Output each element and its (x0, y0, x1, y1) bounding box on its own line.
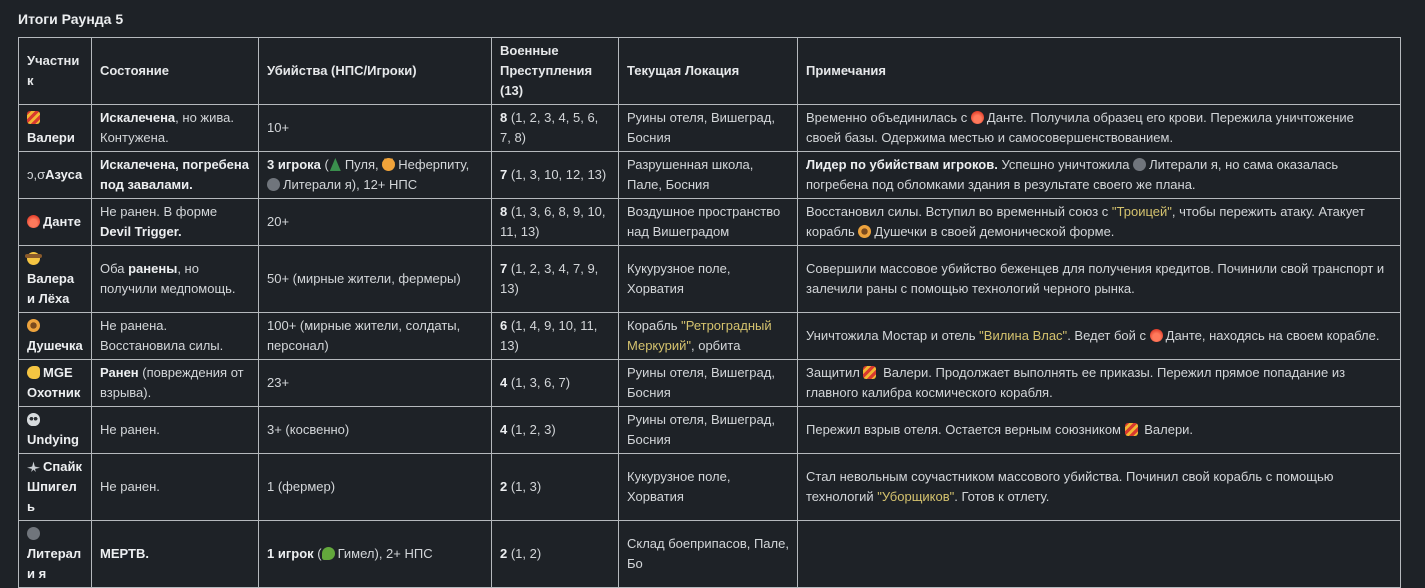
text-segment: Неферпиту, (398, 157, 470, 172)
text-segment: Искалечена, погребена под завалами. (100, 157, 249, 192)
header-row (19, 38, 1401, 105)
results-tbody (19, 105, 1401, 588)
text-segment: Валери (27, 130, 75, 145)
text-segment: Совершили массовое убийство беженцев для получения кредитов. Починили свой транспорт и залечили раны с помощью технологий черного рынка. (806, 261, 1385, 296)
cell-crimes (492, 521, 619, 588)
cell-kills (259, 152, 492, 199)
table-row (19, 199, 1401, 246)
text-segment: Разрушенная школа, Пале, Босния (627, 157, 754, 192)
text-segment: Душечки в своей демонической форме. (874, 224, 1115, 239)
text-segment: ɔ,σ (27, 167, 46, 182)
table-row (19, 105, 1401, 152)
mooncake-icon (27, 319, 40, 332)
cell-state (92, 407, 259, 454)
cell-kills (259, 199, 492, 246)
text-segment: (1, 3) (507, 479, 542, 494)
text-segment: 7 (500, 261, 508, 276)
text-segment: Данте, находясь на своем корабле. (1165, 328, 1380, 343)
cell-notes (798, 360, 1401, 407)
grey-circle-icon (27, 527, 40, 540)
cell-location (619, 407, 798, 454)
header-war-crimes: Военные Преступления (13) (492, 38, 619, 105)
text-segment: Оба (100, 261, 129, 276)
cat-icon (382, 158, 395, 171)
text-segment: 50+ (мирные жители, фермеры) (267, 271, 461, 286)
dna-icon (1125, 423, 1138, 436)
text-segment: (1, 3, 6, 8, 9, 10, 11, 13) (500, 204, 606, 239)
text-segment: Искалечена (100, 110, 176, 125)
cell-crimes (492, 105, 619, 152)
cell-location (619, 199, 798, 246)
text-segment: Гимел), 2+ НПС (337, 546, 433, 561)
text-segment: Стал невольным соучастником массового убийства. Починил свой корабль с помощью технологий (806, 469, 1334, 504)
cell-kills (259, 313, 492, 360)
cell-location (619, 246, 798, 313)
text-segment: Лидер по убийствам игроков. (806, 157, 998, 172)
cell-state (92, 246, 259, 313)
text-segment: Не ранен. В форме (100, 204, 218, 219)
cell-notes (798, 105, 1401, 152)
cell-participant (19, 360, 92, 407)
text-segment: Уничтожила Мостар и отель (806, 328, 980, 343)
cell-state (92, 360, 259, 407)
cell-participant (19, 454, 92, 521)
cell-state (92, 521, 259, 588)
cell-notes (798, 454, 1401, 521)
text-segment: (1, 2, 3, 4, 7, 9, 13) (500, 261, 599, 296)
text-segment: Данте (43, 214, 81, 229)
cell-state (92, 313, 259, 360)
text-segment: Пуля, (344, 157, 383, 172)
text-segment: . Ведет бой с (1067, 328, 1150, 343)
text-segment: МЕРТВ. (100, 546, 149, 561)
text-segment: (1, 2) (507, 546, 542, 561)
cell-kills (259, 360, 492, 407)
text-segment: Воздушное пространство над Вишеградом (627, 204, 781, 239)
cell-participant (19, 199, 92, 246)
table-row (19, 313, 1401, 360)
cell-crimes (492, 246, 619, 313)
cell-state (92, 152, 259, 199)
table-row (19, 246, 1401, 313)
text-segment: Литерали я), 12+ НПС (283, 177, 418, 192)
text-segment: , чтобы пережить атаку. Атакует корабль (806, 204, 1365, 239)
text-segment: 4 (500, 422, 508, 437)
text-segment: , но получили медпомощь. (100, 261, 236, 296)
cowboy-icon (27, 252, 40, 265)
text-segment: Не ранена. Восстановила силы. (100, 318, 224, 353)
cell-participant (19, 407, 92, 454)
cell-kills (259, 521, 492, 588)
text-segment: 2 (500, 546, 508, 561)
cell-kills (259, 454, 492, 521)
text-segment: Кукурузное поле, Хорватия (627, 261, 731, 296)
mooncake-icon (858, 225, 871, 238)
text-segment: Не ранен. (100, 479, 160, 494)
text-segment: (1, 3, 6, 7) (507, 375, 571, 390)
cell-location (619, 105, 798, 152)
cell-location (619, 313, 798, 360)
cell-notes (798, 152, 1401, 199)
text-segment: Корабль (627, 318, 682, 333)
text-segment: "Уборщиков" (877, 489, 955, 504)
text-segment: 3+ (косвенно) (267, 422, 350, 437)
cell-location (619, 521, 798, 588)
text-segment: 8 (500, 110, 508, 125)
text-segment: Руины отеля, Вишеград, Босния (627, 365, 775, 400)
cell-state (92, 199, 259, 246)
text-segment: 1 игрок (267, 546, 314, 561)
text-segment: Временно объединилась с (806, 110, 971, 125)
dna-icon (863, 366, 876, 379)
text-segment: "Ретроградный Меркурий" (627, 318, 772, 353)
cell-crimes (492, 199, 619, 246)
text-segment: Не ранен. (100, 422, 160, 437)
cell-state (92, 454, 259, 521)
text-segment: (1, 4, 9, 10, 11, 13) (500, 318, 598, 353)
text-segment: Валера и Лёха (27, 271, 75, 306)
cell-participant (19, 152, 92, 199)
text-segment: Литерали я (27, 546, 82, 581)
devil-icon (971, 111, 984, 124)
table-row (19, 360, 1401, 407)
text-segment: Литерали я, но сама оказалась погребена под обломками здания в результате своего же плана. (806, 157, 1339, 192)
table-row (19, 152, 1401, 199)
plane-icon (27, 460, 40, 473)
text-segment: (1, 2, 3, 4, 5, 6, 7, 8) (500, 110, 599, 145)
text-segment: Азуса (45, 167, 83, 182)
text-segment: 10+ (267, 120, 290, 135)
text-segment: 23+ (267, 375, 290, 390)
text-segment: 1 (фермер) (267, 479, 336, 494)
text-segment: (повреждения от взрыва). (100, 365, 244, 400)
cell-participant (19, 313, 92, 360)
text-segment: "Троицей" (1111, 204, 1172, 219)
text-segment: 20+ (267, 214, 290, 229)
cell-location (619, 152, 798, 199)
cell-crimes (492, 152, 619, 199)
cell-participant (19, 105, 92, 152)
grey-circle-icon (1133, 158, 1146, 171)
table-row (19, 521, 1401, 588)
text-segment: Восстановил силы. Вступил во временный союз с (806, 204, 1112, 219)
cell-notes (798, 521, 1401, 588)
text-segment: Данте. Получила образец его крови. Пережила уничтожение своей базы. Одержима местью и самосовершенствованием. (806, 110, 1354, 145)
cell-participant (19, 246, 92, 313)
text-segment: Валери. (1140, 422, 1194, 437)
cell-kills (259, 246, 492, 313)
cell-notes (798, 199, 1401, 246)
text-segment: Валери. Продолжает выполнять ее приказы. Пережил прямое попадание из главного калибра космического корабля. (806, 365, 1346, 400)
biceps-icon (27, 366, 40, 379)
text-segment: Спайк Шпигель (27, 459, 82, 514)
cell-crimes (492, 454, 619, 521)
round-results-table (18, 37, 1401, 588)
header-kills: Убийства (НПС/Игроки) (259, 38, 492, 105)
text-segment: Пережил взрыв отеля. Остается верным союзником (806, 422, 1125, 437)
text-segment: 6 (500, 318, 508, 333)
text-segment: Undying (27, 432, 79, 447)
page-title: Итоги Раунда 5 (18, 11, 124, 27)
text-segment: , орбита (691, 338, 741, 353)
text-segment: ( (320, 157, 329, 172)
text-segment: Руины отеля, Вишеград, Босния (627, 412, 775, 447)
text-segment: 8 (500, 204, 508, 219)
text-segment: , но жива. Контужена. (100, 110, 234, 145)
text-segment: Успешно уничтожила (997, 157, 1134, 172)
text-segment: . Готов к отлету. (954, 489, 1050, 504)
cell-participant (19, 521, 92, 588)
cell-crimes (492, 407, 619, 454)
text-segment: (1, 3, 10, 12, 13) (507, 167, 607, 182)
text-segment: "Вилина Влас" (979, 328, 1068, 343)
text-segment: Защитил (806, 365, 864, 380)
text-segment: ( (313, 546, 322, 561)
text-segment: 2 (500, 479, 508, 494)
header-location: Текущая Локация (619, 38, 798, 105)
header-notes: Примечания (798, 38, 1401, 105)
table-header (19, 38, 1401, 105)
text-segment: Склад боеприпасов, Пале, Бо (627, 536, 789, 571)
cell-notes (798, 407, 1401, 454)
text-segment: Руины отеля, Вишеград, Босния (627, 110, 775, 145)
devil-icon (1150, 329, 1163, 342)
text-segment: Devil Trigger. (100, 224, 182, 239)
text-segment: 4 (500, 375, 508, 390)
cell-location (619, 360, 798, 407)
cell-state (92, 105, 259, 152)
text-segment: Душечка (27, 338, 83, 353)
devil-icon (27, 215, 40, 228)
header-participant: Участник (19, 38, 92, 105)
text-segment: MGE Охотник (27, 365, 81, 400)
grey-circle-icon (267, 178, 280, 191)
cell-kills (259, 407, 492, 454)
cell-kills (259, 105, 492, 152)
dragon-icon (322, 547, 335, 560)
text-segment: 100+ (мирные жители, солдаты, персонал) (267, 318, 461, 353)
text-segment: (1, 2, 3) (507, 422, 556, 437)
tree-icon (329, 158, 342, 171)
cell-notes (798, 246, 1401, 313)
table-row (19, 454, 1401, 521)
cell-location (619, 454, 798, 521)
text-segment: 7 (500, 167, 508, 182)
table-row (19, 407, 1401, 454)
cell-crimes (492, 313, 619, 360)
text-segment: Кукурузное поле, Хорватия (627, 469, 731, 504)
dna-icon (27, 111, 40, 124)
text-segment: ранены (128, 261, 178, 276)
skull-icon (27, 413, 40, 426)
cell-crimes (492, 360, 619, 407)
cell-notes (798, 313, 1401, 360)
header-state: Состояние (92, 38, 259, 105)
text-segment: 3 игрока (267, 157, 321, 172)
text-segment: Ранен (100, 365, 139, 380)
